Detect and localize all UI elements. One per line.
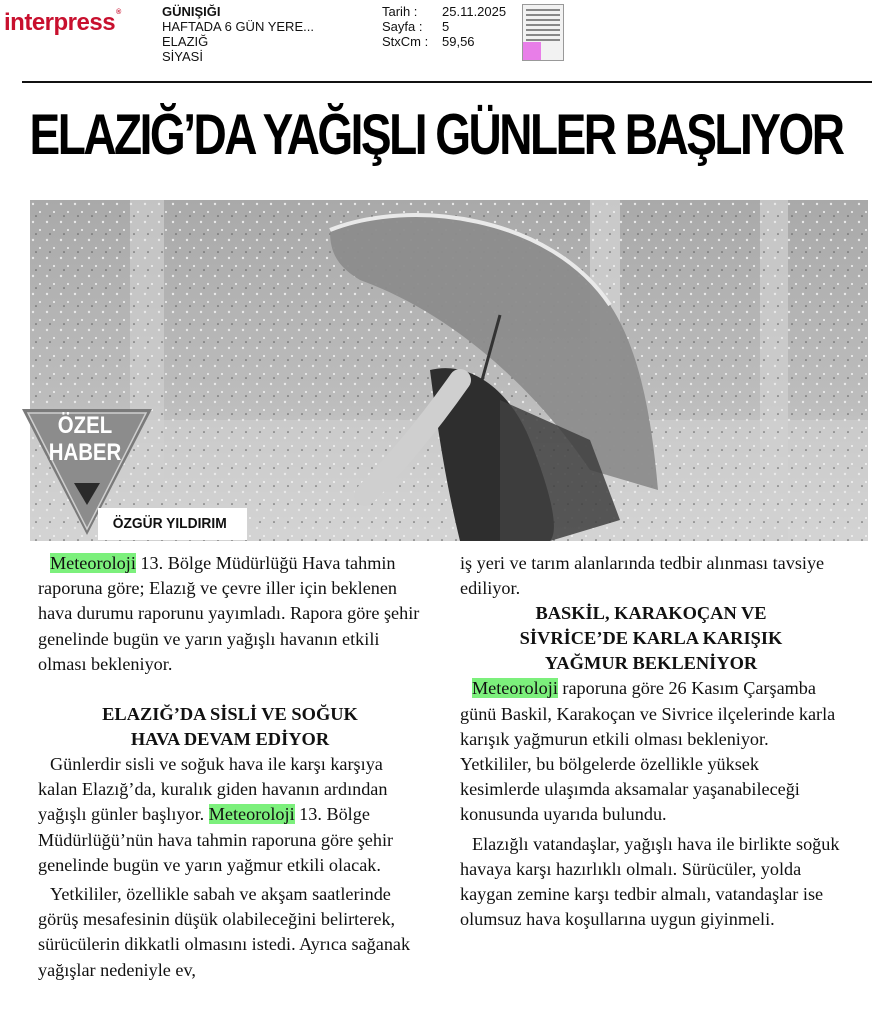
badge-line-1: ÖZEL [57, 412, 113, 439]
subheading-fog: ELAZIĞ’DA SİSLİ VE SOĞUK HAVA DEVAM EDİYOR [102, 704, 358, 750]
stxcm-value: 59,56 [442, 34, 475, 49]
registered-icon: ® [116, 9, 121, 16]
interpress-logo: interpress® [4, 9, 121, 36]
paragraph-citizens: Elazığlı vatandaşlar, yağışlı hava ile birlikte soğuk havaya karşı hazırlıklı olmalı. Sürücüler, yolda kaygan zemine karşı tedbir almalı, vatandaşlar ise olumsuz hava koşullarına uygun giyinmeli. [460, 833, 840, 930]
publication-info [162, 4, 314, 64]
highlighted-keyword: Meteoroloji [472, 678, 558, 699]
article-photo [30, 200, 868, 541]
date-label: Tarih : [382, 4, 418, 19]
article-headline: ELAZIĞ’DA YAĞIŞLI GÜNLER BAŞLIYOR [29, 101, 843, 167]
highlighted-keyword: Meteoroloji [50, 553, 136, 573]
publication-frequency: HAFTADA 6 GÜN YERE... [162, 19, 314, 34]
date-value: 25.11.2025 [442, 4, 507, 19]
paragraph-fog: Günlerdir sisli ve soğuk hava ile karşı karşıya kalan Elazığ’da, kuralık giden havanın ardından yağışlı günler başlıyor. Meteoroloji 13. Bölge Müdürlüğü’nün hava tahmin raporuna göre şehir genelinde bugün ve yarın yağmur etkili olacak. [38, 754, 394, 875]
stxcm-label: StxCm : [382, 34, 429, 49]
publication-name: GÜNIŞIĞI [162, 4, 221, 19]
paragraph-intro: Meteoroloji 13. Bölge Müdürlüğü Hava tahmin raporuna göre; Elazığ ve çevre iller için beklenen hava durumu raporunu yayımladı. Rapora göre şehir genelinde bugün ve yarın yağışlı havanın etkili olması bekleniyor. [38, 553, 420, 674]
paragraph-continued: iş yeri ve tarım alanlarında tedbir alınması tavsiye ediliyor. [460, 553, 825, 599]
publication-city: ELAZIĞ [162, 34, 209, 49]
highlighted-keyword: Meteoroloji [208, 804, 295, 825]
page-value: 5 [442, 19, 450, 34]
subheading-sleet: BASKİL, KARAKOÇAN VE SİVRİCE’DE KARLA KARIŞIK YAĞMUR BEKLENİYOR [519, 603, 783, 674]
author-byline: ÖZGÜR YILDIRIM [98, 508, 247, 540]
clipping-meta [382, 4, 506, 49]
publication-category: SİYASİ [162, 49, 203, 64]
clipping-header [0, 0, 872, 82]
header-divider [22, 81, 872, 83]
clip-location-marker [523, 42, 541, 60]
badge-line-2: HABER [48, 439, 122, 466]
article-column-right [460, 551, 842, 932]
paragraph-sleet: Meteoroloji raporuna göre 26 Kasım Çarşamba günü Baskil, Karakoçan ve Sivrice ilçelerinde karla karışık yağmurun etkili olması bekleniyor. Yetkililer, bu bölgelerde özellikle yüksek kesimlerde ulaşımda aksamalar yaşanabileceği konusunda uyarıda bulundu. [460, 678, 836, 825]
page-thumbnail[interactable] [522, 4, 564, 61]
article-column-left [38, 551, 422, 983]
paragraph-officials: Yetkililer, özellikle sabah ve akşam saatlerinde görüş mesafesinin düşük olabileceğini belirterek, sürücülerin dikkatli olmasını istedi. Ayrıca sağanak yağışlar nedeniyle ev, [38, 884, 411, 980]
page-label: Sayfa : [382, 19, 423, 34]
badge-label [30, 412, 141, 466]
